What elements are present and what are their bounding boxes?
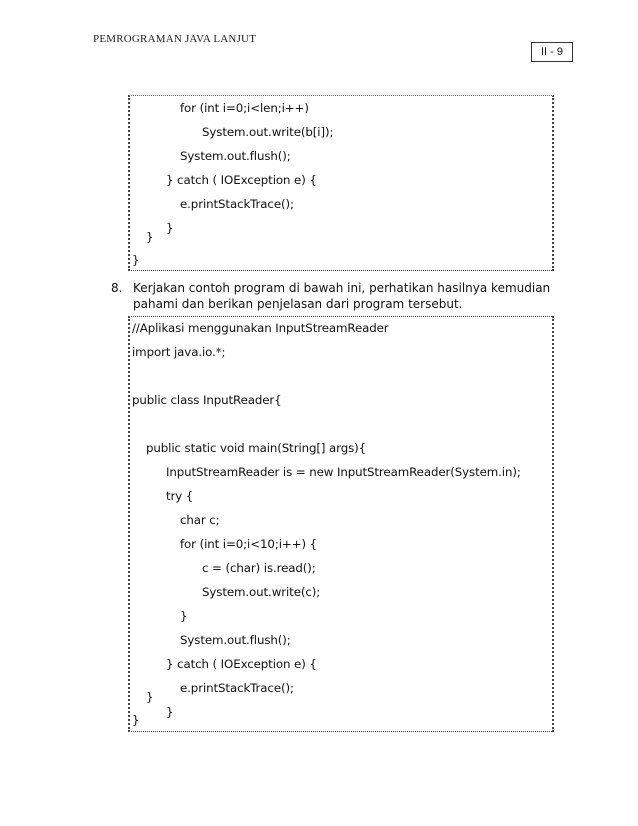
- code-line: }: [180, 609, 188, 623]
- code-line: System.out.flush();: [180, 633, 291, 647]
- code-line: } catch ( IOException e) {: [166, 657, 317, 671]
- code-line: }: [146, 230, 154, 244]
- page-number-badge: II - 9: [531, 42, 573, 62]
- document-header-title: PEMROGRAMAN JAVA LANJUT: [93, 33, 257, 45]
- task-number: 8.: [111, 281, 123, 295]
- code-line: for (int i=0;i<10;i++) {: [180, 537, 317, 551]
- task-instruction-line: pahami dan berikan penjelasan dari program tersebut.: [133, 297, 463, 311]
- code-line: }: [166, 705, 174, 719]
- code-line: System.out.write(b[i]);: [202, 125, 334, 139]
- code-line: InputStreamReader is = new InputStreamReader(System.in);: [166, 465, 521, 479]
- code-line: public class InputReader{: [132, 393, 282, 407]
- code-line: } catch ( IOException e) {: [166, 173, 317, 187]
- code-line: System.out.write(c);: [202, 585, 321, 599]
- code-line: c = (char) is.read();: [202, 561, 316, 575]
- code-line: }: [132, 253, 140, 267]
- code-line: for (int i=0;i<len;i++): [180, 101, 309, 115]
- code-line: try {: [166, 489, 194, 503]
- code-line: import java.io.*;: [132, 345, 226, 359]
- code-line: e.printStackTrace();: [180, 681, 294, 695]
- code-line: char c;: [180, 513, 220, 527]
- task-instruction-line: Kerjakan contoh program di bawah ini, perhatikan hasilnya kemudian: [133, 281, 551, 295]
- code-comment: //Aplikasi menggunakan InputStreamReader: [132, 321, 389, 335]
- code-line: }: [132, 713, 140, 727]
- code-line: e.printStackTrace();: [180, 197, 294, 211]
- code-line: }: [166, 221, 174, 235]
- code-line: }: [146, 690, 154, 704]
- code-line: System.out.flush();: [180, 149, 291, 163]
- code-line: public static void main(String[] args){: [146, 441, 367, 455]
